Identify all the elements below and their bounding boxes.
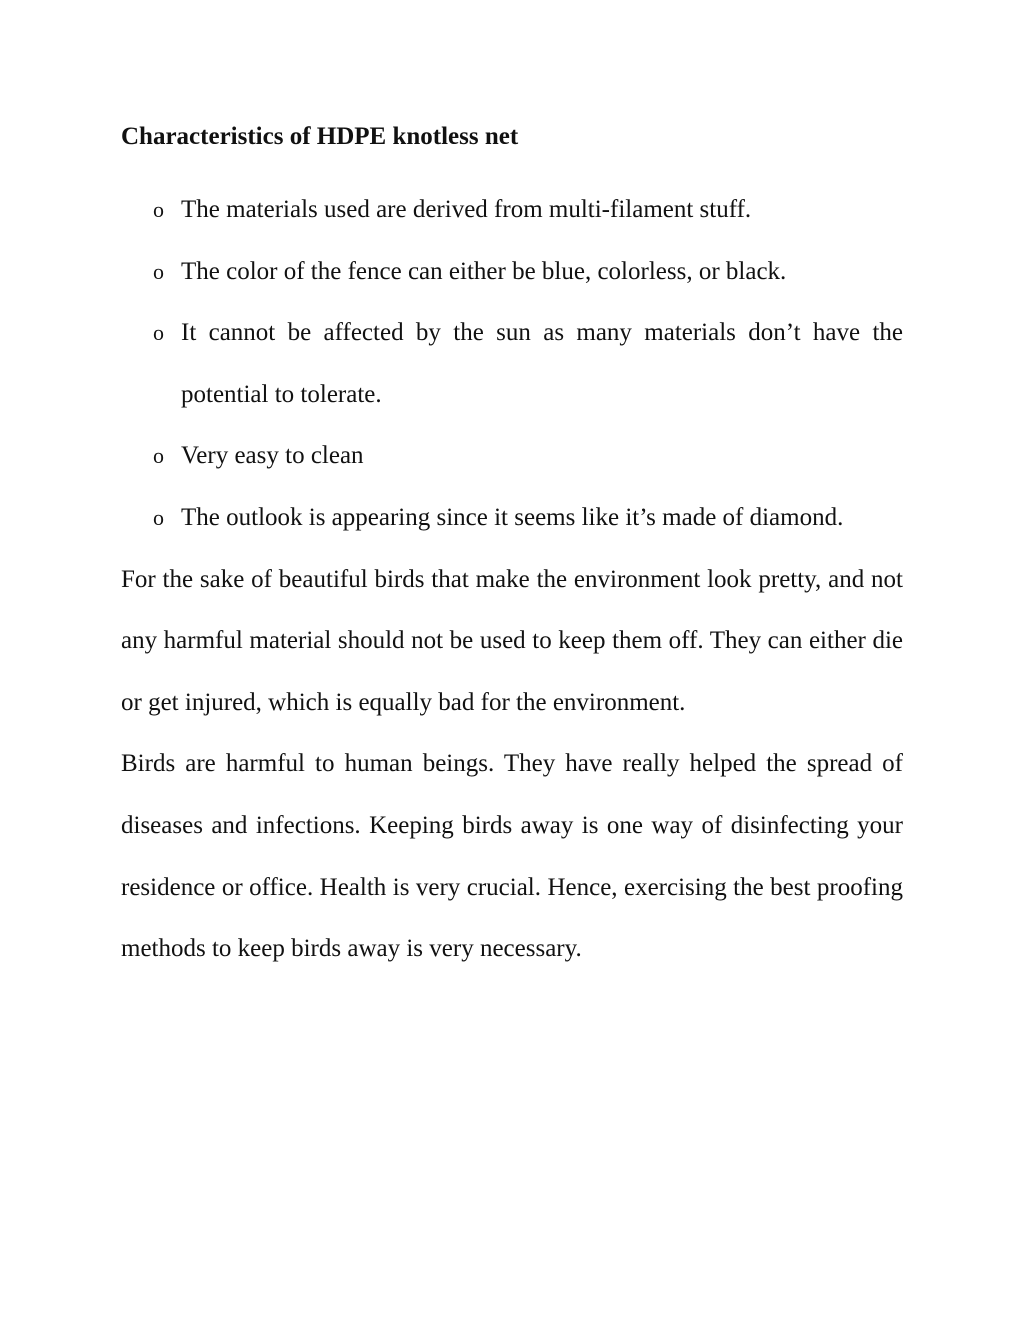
list-item: [121, 425, 903, 487]
list-item-text: Very easy to clean: [181, 442, 364, 470]
section-heading: Characteristics of HDPE knotless net: [121, 123, 519, 150]
bullet-marker: o: [153, 504, 164, 530]
list-item-text: The color of the fence can either be blue, colorless, or black.: [181, 257, 787, 285]
list-item-text: The materials used are derived from multi-filament stuff.: [181, 196, 752, 223]
bullet-marker: o: [153, 320, 164, 346]
list-item-text: The outlook is appearing since it seems like it’s made of diamond.: [181, 503, 844, 531]
body-paragraph: For the sake of beautiful birds that make the environment look pretty, and not any harmful material should not be used to keep them off. They can either die or get injured, which is equally bad for the environment.: [121, 565, 903, 716]
bullet-marker: o: [153, 197, 164, 222]
body-paragraph: Birds are harmful to human beings. They have really helped the spread of diseases and infections. Keeping birds away is one way of disinfecting your residence or office. Health is very crucial. Hence, exercising the best proofing methods to keep birds away is very necessary.: [121, 750, 903, 963]
bullet-marker: o: [153, 443, 164, 469]
list-item-text: It cannot be affected by the sun as many materials don’t have the potential to tolerate.: [181, 319, 903, 408]
bullet-marker: o: [153, 258, 164, 284]
list-item: [121, 179, 903, 241]
document-page: [121, 118, 903, 980]
list-item: [121, 241, 903, 303]
characteristics-list: [121, 179, 903, 549]
list-item: [121, 302, 903, 425]
list-item: [121, 487, 903, 549]
